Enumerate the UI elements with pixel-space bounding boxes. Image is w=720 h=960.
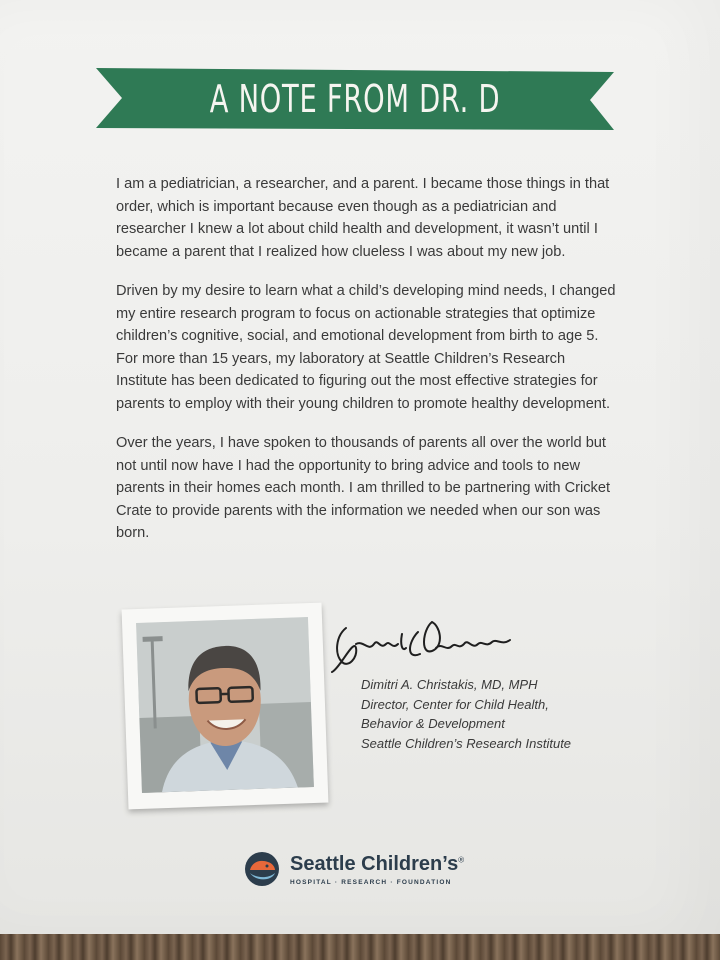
registered-mark: ®	[458, 855, 465, 865]
title-banner	[96, 66, 614, 132]
author-photo	[136, 617, 314, 793]
author-name: Dimitri A. Christakis, MD, MPH	[361, 677, 538, 692]
whale-logo-icon	[244, 851, 280, 887]
author-organization: Seattle Children’s Research Institute	[361, 735, 572, 751]
author-credentials	[361, 675, 661, 753]
author-title-line-2: Behavior & Development	[361, 716, 505, 731]
paragraph-3: Over the years, I have spoken to thousands of parents all over the world but not until now have I had the opportunity to bring advice and tools to new parents in their homes each month. I am thrilled to be partnering with Cricket Crate to provide parents with the information we needed when our son was born.	[116, 435, 610, 541]
signature-scribble	[328, 608, 518, 678]
paragraph-2: Driven by my desire to learn what a child’s developing mind needs, I changed my entire research program to focus on actionable strategies that optimize children’s cognitive, social, and emotional development from birth to age 5. For more than 15 years, my laboratory at Seattle Children’s Research Institute has been dedicated to figuring out the most effective strategies for parents to employ with their young children to promote healthy development.	[116, 283, 616, 412]
page-title: A NOTE FROM DR. D	[209, 77, 501, 121]
logo-name-text: Seattle Children’s	[290, 853, 459, 875]
logo-wordmark	[290, 853, 464, 876]
author-photo-frame	[122, 603, 329, 810]
wooden-table-edge	[0, 934, 720, 960]
seattle-childrens-logo	[244, 851, 484, 891]
portrait-illustration	[136, 617, 314, 793]
logo-tagline: HOSPITAL · RESEARCH · FOUNDATION	[290, 879, 452, 886]
handwritten-signature	[328, 608, 518, 678]
author-title-line-1: Director, Center for Child Health,	[361, 696, 549, 712]
paragraph-1: I am a pediatrician, a researcher, and a parent. I became those things in that order, which is important because even though as a pediatrician and researcher I knew a lot about child health and development, it wasn’t until I became a parent that I realized how clueless I was about my new job.	[116, 176, 610, 260]
letter-body	[116, 173, 616, 562]
